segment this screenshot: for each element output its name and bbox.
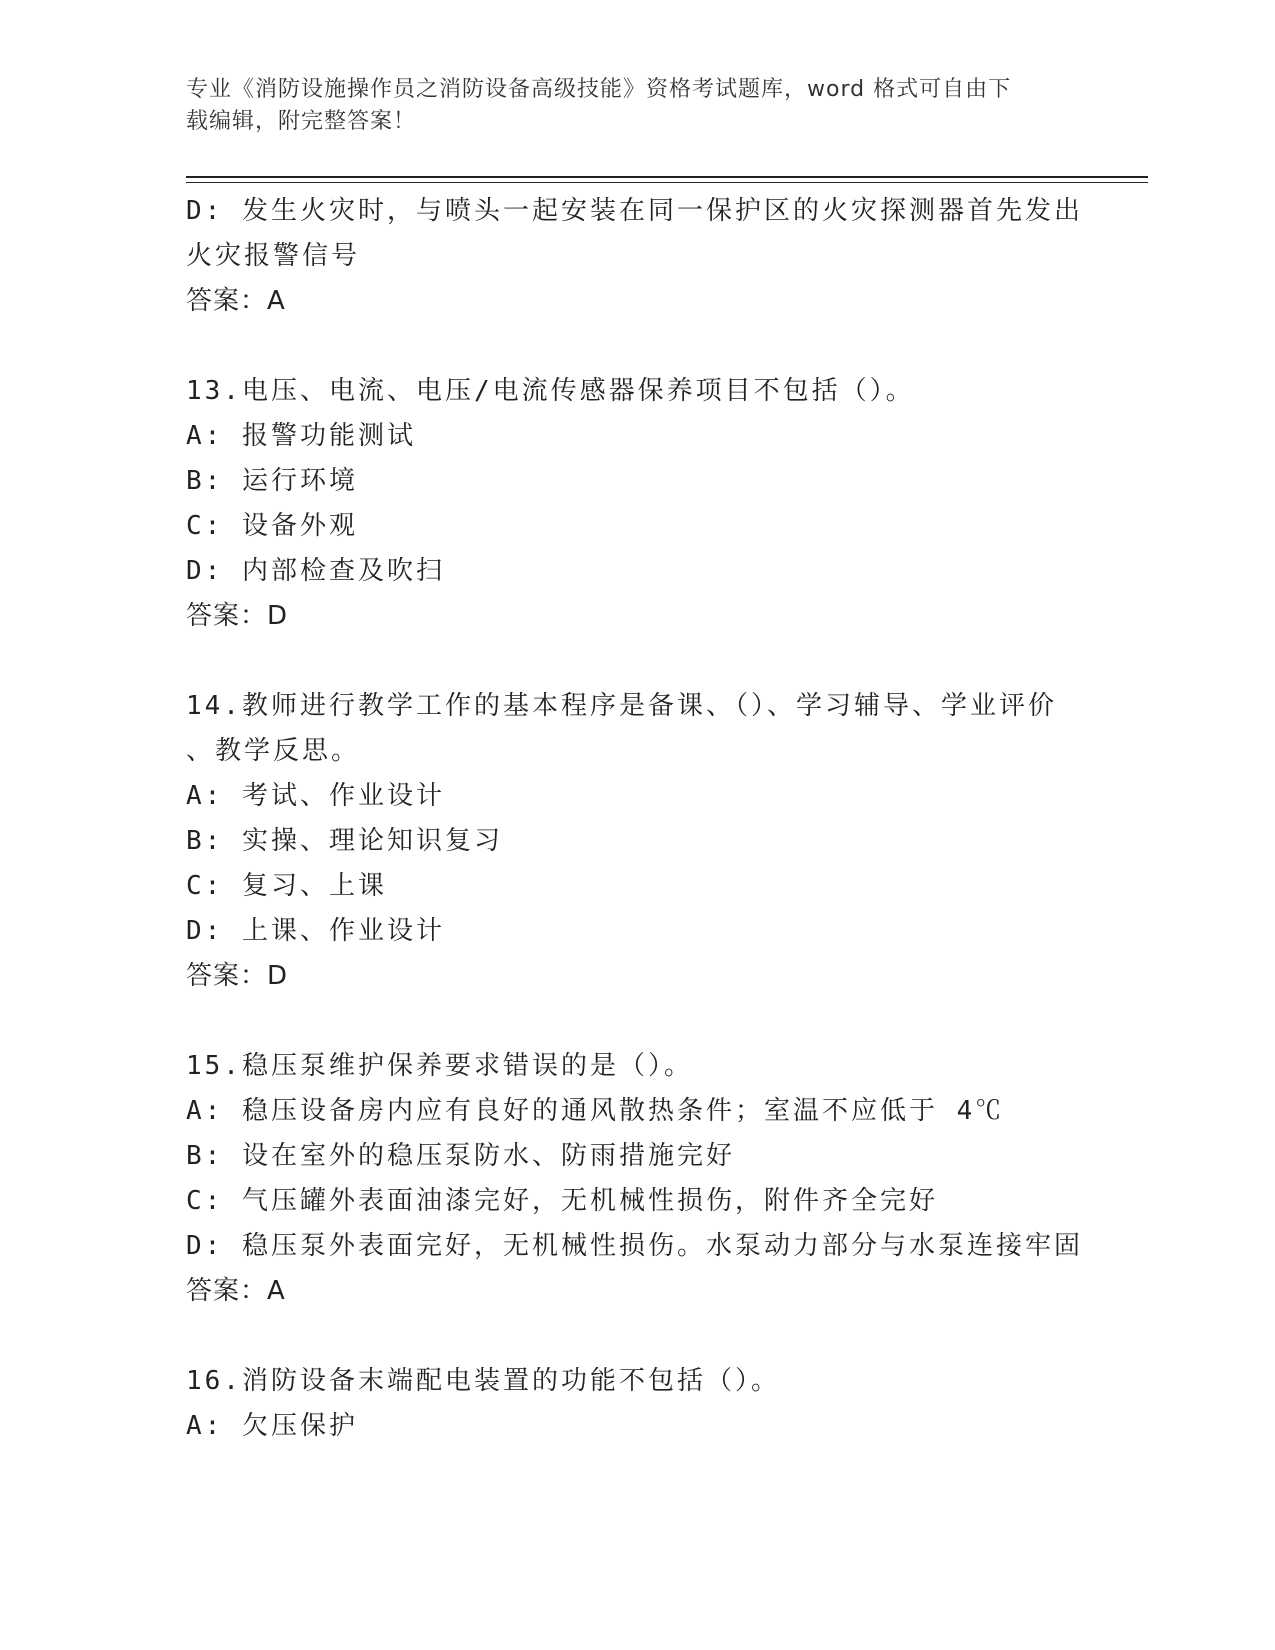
option-d: D: 内部检查及吹扫 — [186, 556, 445, 586]
question-block-16 — [186, 1359, 1086, 1449]
answer-label: 答案：A — [186, 286, 286, 316]
option-a: A: 报警功能测试 — [186, 421, 416, 451]
option-d: D: 发生火灾时，与喷头一起安装在同一保护区的火灾探测器首先发出 — [186, 196, 1083, 226]
spacer — [186, 324, 1086, 369]
question-stem: 15.稳压泵维护保养要求错误的是（）。 — [186, 1051, 693, 1081]
option-b: B: 实操、理论知识复习 — [186, 826, 503, 856]
header-divider-thin — [186, 182, 1148, 183]
question-stem: 16.消防设备末端配电装置的功能不包括（）。 — [186, 1366, 780, 1396]
question-block-14 — [186, 684, 1086, 999]
option-a: A: 考试、作业设计 — [186, 781, 445, 811]
question-block-prev — [186, 189, 1086, 324]
option-b: B: 运行环境 — [186, 466, 358, 496]
header-divider-thick — [186, 176, 1148, 178]
header-line-1: 专业《消防设施操作员之消防设备高级技能》资格考试题库，word 格式可自由下 — [186, 77, 1012, 102]
answer-label: 答案：A — [186, 1276, 286, 1306]
question-list — [186, 189, 1086, 1449]
question-stem: 14.教师进行教学工作的基本程序是备课、（）、学习辅导、学业评价 — [186, 691, 1057, 721]
option-c: C: 复习、上课 — [186, 871, 387, 901]
option-d: D: 上课、作业设计 — [186, 916, 445, 946]
question-stem: 13.电压、电流、电压/电流传感器保养项目不包括（）。 — [186, 376, 915, 406]
question-stem-continued: 、教学反思。 — [186, 736, 361, 766]
option-a: A: 稳压设备房内应有良好的通风散热条件；室温不应低于 4℃ — [186, 1096, 1005, 1126]
option-d-continued: 火灾报警信号 — [186, 241, 361, 271]
option-c: C: 气压罐外表面油漆完好，无机械性损伤，附件齐全完好 — [186, 1186, 938, 1216]
option-a: A: 欠压保护 — [186, 1411, 358, 1441]
header-line-2: 载编辑，附完整答案！ — [186, 109, 417, 134]
option-d: D: 稳压泵外表面完好，无机械性损伤。水泵动力部分与水泵连接牢固 — [186, 1231, 1083, 1261]
answer-label: 答案：D — [186, 601, 289, 631]
spacer — [186, 639, 1086, 684]
option-b: B: 设在室外的稳压泵防水、防雨措施完好 — [186, 1141, 735, 1171]
option-c: C: 设备外观 — [186, 511, 358, 541]
question-block-13 — [186, 369, 1086, 639]
answer-label: 答案：D — [186, 961, 289, 991]
spacer — [186, 1314, 1086, 1359]
document-header — [186, 74, 1086, 138]
spacer — [186, 999, 1086, 1044]
question-block-15 — [186, 1044, 1086, 1314]
